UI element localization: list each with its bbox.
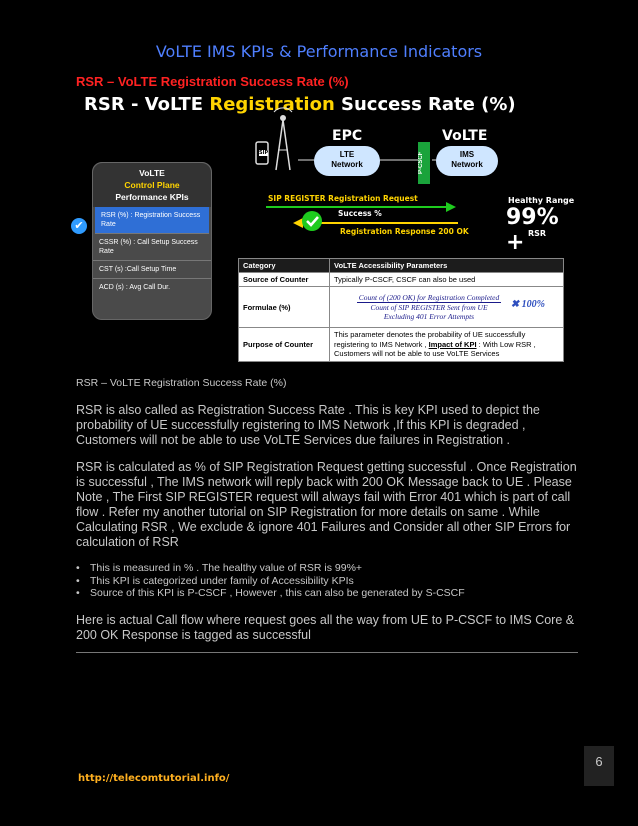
table-header-key: Category	[239, 259, 330, 273]
list-item: • Source of this KPI is P-CSCF , However , this can also be generated by S-CSCF	[76, 587, 580, 600]
list-item: • This is measured in % . The healthy value of RSR is 99%+	[76, 562, 580, 575]
table-row	[239, 287, 564, 328]
healthy-range-label: Healthy Range	[508, 196, 575, 205]
page-title: VoLTE IMS KPIs & Performance Indicators	[155, 42, 483, 61]
divider	[76, 652, 578, 653]
success-label: Success %	[338, 209, 382, 218]
ims-network-cloud: IMS Network	[436, 146, 498, 176]
table-cell: This parameter denotes the probability of UE successfully registering to IMS Network , Impact of KPI : With Low RSR , Customers will not be able to use VoLTE Services	[330, 328, 564, 362]
table-cell: Formulae (%)	[239, 287, 330, 328]
volte-label: VoLTE	[442, 128, 488, 144]
healthy-range-kpi: RSR	[528, 229, 547, 238]
panel-header: VoLTE Control Plane Performance KPIs	[93, 163, 211, 207]
list-item: • This KPI is categorized under family of Accessibility KPIs	[76, 575, 580, 588]
epc-label: EPC	[332, 128, 363, 144]
bullet-list	[76, 562, 580, 600]
kpi-figure	[76, 90, 578, 372]
table-cell: Typically P-CSCF, CSCF can also be used	[330, 273, 564, 287]
paragraph-2: RSR is calculated as % of SIP Registration Request getting successful . Once Registration is successful , The IMS network will reply back with 200 OK Message back to UE . Please Note , The First SIP REGISTER request will always fail with Error 401 which is part of call flow . Refer my another tutorial on SIP Registration for more details on same . While Calculating RSR , We exclude & ignore 401 Failures and Consider all other SIP Errors for calculation of RSR	[76, 460, 577, 549]
paragraph-1: RSR is also called as Registration Success Rate . This is key KPI used to depict the probability of UE successfully registering to IMS Network ,If this KPI is degraded , Customers will not be able to use VoLTE Services due failures in Registration .	[76, 403, 540, 447]
kpi-item-acd: ACD (s) : Avg Call Dur.	[99, 284, 171, 291]
formula-multiplier: ✖ 100%	[510, 299, 545, 310]
kpi-item-rsr: RSR (%) : Registration Success Rate	[95, 207, 209, 234]
pcscf-label: P-CSCF	[418, 142, 430, 184]
healthy-range-value: 99% +	[506, 205, 559, 255]
request-label: SIP REGISTER Registration Request	[268, 194, 418, 203]
kpi-definition-table	[238, 258, 564, 362]
table-row	[239, 328, 564, 362]
kpi-item-cst: CST (s) :Call Setup Time	[93, 261, 211, 279]
checkmark-icon: ✔	[71, 218, 87, 234]
lte-network-cloud: LTE Network	[314, 146, 380, 176]
antenna-icon	[274, 108, 292, 170]
formula-numerator: Count of (200 OK) for Registration Completed	[358, 293, 500, 302]
table-cell: Purpose of Counter	[239, 328, 330, 362]
section-heading: RSR – VoLTE Registration Success Rate (%)	[76, 74, 349, 89]
formula-note: Excluding 401 Error Attempts	[383, 312, 475, 321]
page-number: 6	[584, 746, 614, 786]
success-check-icon	[302, 211, 322, 231]
response-label: Registration Response 200 OK	[340, 227, 469, 236]
paragraph-3: Here is actual Call flow where request goes all the way from UE to P-CSCF to IMS Core & 200 OK Response is tagged as successful	[76, 613, 575, 642]
footer-link[interactable]: http://telecomtutorial.info/	[78, 773, 230, 784]
figure-title: RSR - VoLTE Registration Success Rate (%)	[84, 94, 516, 115]
sip-label: SIP	[259, 150, 269, 156]
table-cell: Source of Counter	[239, 273, 330, 287]
table-row	[239, 273, 564, 287]
figure-caption: RSR – VoLTE Registration Success Rate (%)	[76, 377, 287, 389]
table-row	[239, 259, 564, 273]
kpi-item-cssr: CSSR (%) : Call Setup Success Rate	[93, 234, 211, 261]
formula-denominator: Count of SIP REGISTER Sent from UE	[370, 303, 488, 312]
formula-cell	[330, 287, 564, 328]
table-header-value: VoLTE Accessibility Parameters	[330, 259, 564, 273]
